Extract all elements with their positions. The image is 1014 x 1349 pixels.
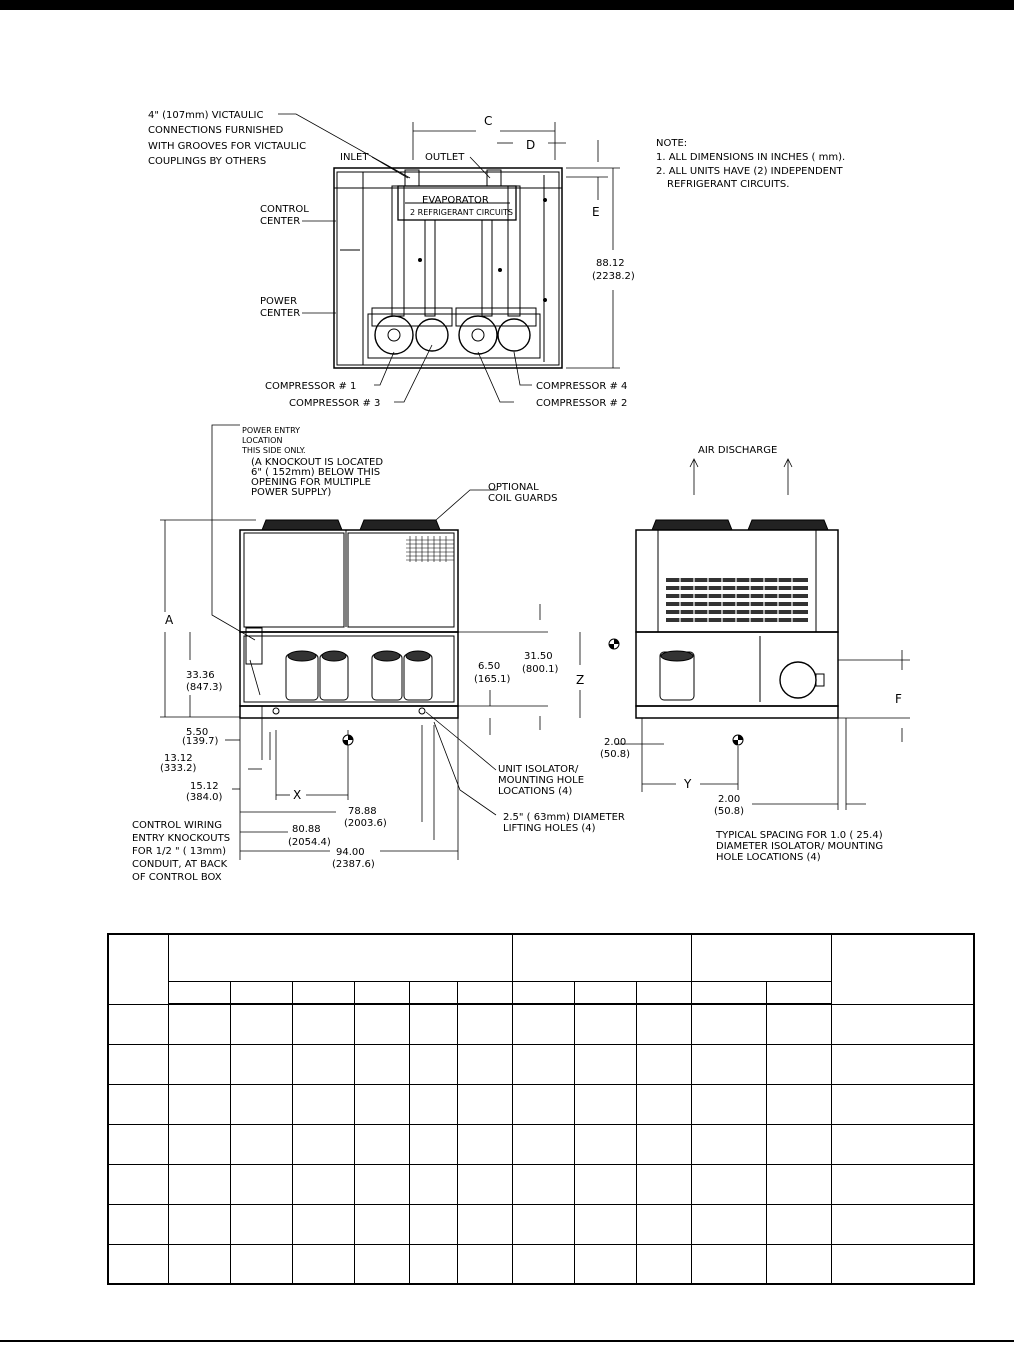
table-cell	[409, 1084, 457, 1124]
table-header-cell	[512, 934, 691, 981]
table-cell	[457, 1244, 512, 1284]
table-cell	[108, 1044, 168, 1084]
dimension-c: C	[484, 114, 493, 128]
d1-inches: 6.50	[478, 661, 501, 672]
control-center-label-1: CONTROL	[260, 204, 309, 215]
table-header-row	[108, 934, 974, 981]
table-cell	[409, 1164, 457, 1204]
table-cell	[831, 1124, 974, 1164]
table-row	[108, 1044, 974, 1084]
d5-mm: (384.0)	[186, 792, 223, 803]
table-header-cell	[512, 981, 574, 1004]
side-view	[240, 520, 458, 718]
table-cell	[457, 1084, 512, 1124]
table-cell	[292, 1004, 354, 1044]
table-cell	[292, 1124, 354, 1164]
table-cell	[512, 1084, 574, 1124]
depth-mm: (2238.2)	[592, 271, 635, 282]
d2-inches: 31.50	[524, 651, 553, 662]
dimension-e: E	[592, 205, 600, 219]
d7-inches: 80.88	[292, 824, 321, 835]
table-cell	[766, 1204, 831, 1244]
end-view-labels	[576, 445, 902, 863]
knockout-note-2: 6" ( 152mm) BELOW THIS	[251, 467, 381, 478]
table-header-cell	[457, 981, 512, 1004]
table-row	[108, 1244, 974, 1284]
lifting-2: LIFTING HOLES (4)	[503, 823, 596, 834]
table-cell	[766, 1164, 831, 1204]
table-header-cell	[108, 934, 168, 1004]
isolator-3: LOCATIONS (4)	[498, 786, 573, 797]
isolator-2: MOUNTING HOLE	[498, 775, 585, 786]
table-cell	[168, 1164, 230, 1204]
table-cell	[574, 1244, 636, 1284]
table-cell	[574, 1164, 636, 1204]
table-cell	[354, 1004, 409, 1044]
spacing-note-3: HOLE LOCATIONS (4)	[716, 852, 821, 863]
victaulic-note-4: COUPLINGS BY OTHERS	[148, 156, 267, 167]
table-header-cell	[574, 981, 636, 1004]
coil-guards-2: COIL GUARDS	[488, 493, 558, 504]
power-entry-3: THIS SIDE ONLY.	[242, 446, 306, 455]
isolator-1: UNIT ISOLATOR/	[498, 764, 579, 775]
control-wiring-4: CONDUIT, AT BACK	[132, 859, 228, 870]
compressor-2-label: COMPRESSOR # 2	[536, 398, 628, 409]
dimension-x: X	[293, 788, 302, 802]
dimension-y: Y	[684, 777, 692, 791]
table-cell	[512, 1164, 574, 1204]
control-center-label-2: CENTER	[260, 216, 301, 227]
table-cell	[636, 1164, 691, 1204]
table-header-cell	[168, 934, 512, 981]
table-header-cell	[691, 934, 831, 981]
table-cell	[230, 1044, 292, 1084]
table-cell	[457, 1004, 512, 1044]
table-cell	[691, 1004, 766, 1044]
table-cell	[766, 1244, 831, 1284]
table-cell	[168, 1044, 230, 1084]
e2-mm: (50.8)	[714, 806, 745, 817]
table-cell	[108, 1004, 168, 1044]
note-1: 1. ALL DIMENSIONS IN INCHES ( mm).	[656, 152, 846, 163]
d7-mm: (2054.4)	[288, 837, 331, 848]
table-cell	[292, 1204, 354, 1244]
e1-mm: (50.8)	[600, 749, 631, 760]
knockout-note-3: OPENING FOR MULTIPLE	[251, 477, 371, 488]
table-cell	[354, 1084, 409, 1124]
table-cell	[108, 1244, 168, 1284]
table-cell	[354, 1164, 409, 1204]
table-cell	[512, 1044, 574, 1084]
table-cell	[457, 1124, 512, 1164]
table-header-cell	[691, 981, 766, 1004]
spacing-note-1: TYPICAL SPACING FOR 1.0 ( 25.4)	[716, 830, 883, 841]
d2-mm: (800.1)	[522, 664, 559, 675]
table-cell	[409, 1204, 457, 1244]
table-cell	[230, 1124, 292, 1164]
table-cell	[354, 1204, 409, 1244]
dimension-d: D	[526, 138, 536, 152]
d6-inches: 78.88	[348, 806, 377, 817]
table-cell	[512, 1004, 574, 1044]
coil-guards-1: OPTIONAL	[488, 482, 539, 493]
end-view	[636, 520, 838, 718]
table-cell	[766, 1084, 831, 1124]
table-header-cell	[766, 981, 831, 1004]
table-cell	[574, 1084, 636, 1124]
table-cell	[409, 1044, 457, 1084]
table-header-cell	[292, 981, 354, 1004]
table-header-cell	[230, 981, 292, 1004]
d1-mm: (165.1)	[474, 674, 511, 685]
table-row	[108, 1084, 974, 1124]
notes-title: NOTE:	[656, 138, 688, 149]
table-cell	[512, 1244, 574, 1284]
table-cell	[831, 1084, 974, 1124]
victaulic-note-2: CONNECTIONS FURNISHED	[148, 125, 284, 136]
table-cell	[766, 1004, 831, 1044]
d4-mm: (333.2)	[160, 763, 197, 774]
table-cell	[574, 1124, 636, 1164]
table-cell	[691, 1084, 766, 1124]
table-cell	[108, 1084, 168, 1124]
table-cell	[108, 1204, 168, 1244]
table-cell	[574, 1204, 636, 1244]
power-center-label-1: POWER	[260, 296, 298, 307]
table-cell	[292, 1164, 354, 1204]
table-header-cell	[831, 934, 974, 1004]
table-cell	[691, 1124, 766, 1164]
table-cell	[831, 1244, 974, 1284]
table-cell	[831, 1044, 974, 1084]
table-cell	[230, 1244, 292, 1284]
control-wiring-5: OF CONTROL BOX	[132, 872, 222, 883]
knockout-note-1: (A KNOCKOUT IS LOCATED	[251, 457, 384, 468]
d6-mm: (2003.6)	[344, 818, 387, 829]
d8-inches: 94.00	[336, 847, 365, 858]
table-cell	[409, 1244, 457, 1284]
table-cell	[831, 1004, 974, 1044]
compressor-1-label: COMPRESSOR # 1	[265, 381, 357, 392]
table-cell	[691, 1044, 766, 1084]
table-cell	[354, 1244, 409, 1284]
table-cell	[292, 1244, 354, 1284]
d5-inches: 15.12	[190, 781, 219, 792]
note-2b: REFRIGERANT CIRCUITS.	[667, 179, 790, 190]
dimension-z: Z	[576, 673, 585, 687]
table-cell	[168, 1004, 230, 1044]
table-cell	[766, 1044, 831, 1084]
table-cell	[512, 1124, 574, 1164]
victaulic-note-1: 4" (107mm) VICTAULIC	[148, 110, 264, 121]
table-cell	[354, 1124, 409, 1164]
control-wiring-3: FOR 1/2 " ( 13mm)	[132, 846, 226, 857]
evaporator-circuits-label: 2 REFRIGERANT CIRCUITS	[410, 208, 514, 217]
d3-inches: 5.50	[186, 727, 209, 738]
table-cell	[636, 1244, 691, 1284]
table-cell	[831, 1204, 974, 1244]
notes	[656, 138, 845, 190]
d3-mm: (139.7)	[182, 736, 219, 747]
table-header-cell	[168, 981, 230, 1004]
depth-inches: 88.12	[596, 258, 625, 269]
table-cell	[409, 1124, 457, 1164]
control-wiring-1: CONTROL WIRING	[132, 820, 222, 831]
dimension-a: A	[165, 613, 174, 627]
inlet-label: INLET	[340, 152, 369, 163]
table-header-cell	[636, 981, 691, 1004]
table-row	[108, 1164, 974, 1204]
spacing-note-2: DIAMETER ISOLATOR/ MOUNTING	[716, 841, 884, 852]
side-datums	[343, 735, 353, 745]
table-cell	[636, 1084, 691, 1124]
table-cell	[168, 1084, 230, 1124]
table-cell	[574, 1044, 636, 1084]
knockout-note-4: POWER SUPPLY)	[251, 487, 332, 498]
height-inches: 33.36	[186, 670, 215, 681]
table-cell	[457, 1204, 512, 1244]
control-wiring-2: ENTRY KNOCKOUTS	[132, 833, 231, 844]
e1-inches: 2.00	[604, 737, 627, 748]
table-cell	[636, 1044, 691, 1084]
table-cell	[168, 1124, 230, 1164]
table-cell	[574, 1004, 636, 1044]
power-center-label-2: CENTER	[260, 308, 301, 319]
table-cell	[230, 1004, 292, 1044]
table-cell	[108, 1124, 168, 1164]
table-cell	[691, 1244, 766, 1284]
lifting-1: 2.5" ( 63mm) DIAMETER	[503, 812, 625, 823]
table-cell	[636, 1004, 691, 1044]
table-cell	[512, 1204, 574, 1244]
evaporator-label: EVAPORATOR	[422, 195, 489, 206]
table-row	[108, 1004, 974, 1044]
table-cell	[766, 1124, 831, 1164]
compressor-4-label: COMPRESSOR # 4	[536, 381, 628, 392]
table-cell	[292, 1044, 354, 1084]
table-cell	[108, 1164, 168, 1204]
table-cell	[691, 1204, 766, 1244]
d8-mm: (2387.6)	[332, 859, 375, 870]
table-cell	[831, 1164, 974, 1204]
table-header-cell	[354, 981, 409, 1004]
power-entry-1: POWER ENTRY	[242, 426, 301, 435]
dimension-table	[107, 933, 975, 1285]
dimension-f: F	[895, 692, 902, 706]
compressor-3-label: COMPRESSOR # 3	[289, 398, 381, 409]
table-cell	[292, 1084, 354, 1124]
table-cell	[354, 1044, 409, 1084]
d4-inches: 13.12	[164, 753, 193, 764]
table-cell	[168, 1244, 230, 1284]
table-cell	[168, 1204, 230, 1244]
table-cell	[636, 1204, 691, 1244]
table-row	[108, 1204, 974, 1244]
table-cell	[457, 1164, 512, 1204]
power-entry-2: LOCATION	[242, 436, 283, 445]
table-header-cell	[409, 981, 457, 1004]
e2-inches: 2.00	[718, 794, 741, 805]
note-2a: 2. ALL UNITS HAVE (2) INDEPENDENT	[656, 166, 843, 177]
height-mm: (847.3)	[186, 682, 223, 693]
table-cell	[636, 1124, 691, 1164]
table-cell	[457, 1044, 512, 1084]
air-discharge-label: AIR DISCHARGE	[698, 445, 778, 456]
victaulic-note-3: WITH GROOVES FOR VICTAULIC	[148, 141, 307, 152]
table-cell	[230, 1204, 292, 1244]
table-cell	[409, 1004, 457, 1044]
table-row	[108, 1124, 974, 1164]
table-cell	[230, 1164, 292, 1204]
outlet-label: OUTLET	[425, 152, 465, 163]
footer-rule	[0, 1340, 1014, 1342]
table-cell	[230, 1084, 292, 1124]
table-cell	[691, 1164, 766, 1204]
